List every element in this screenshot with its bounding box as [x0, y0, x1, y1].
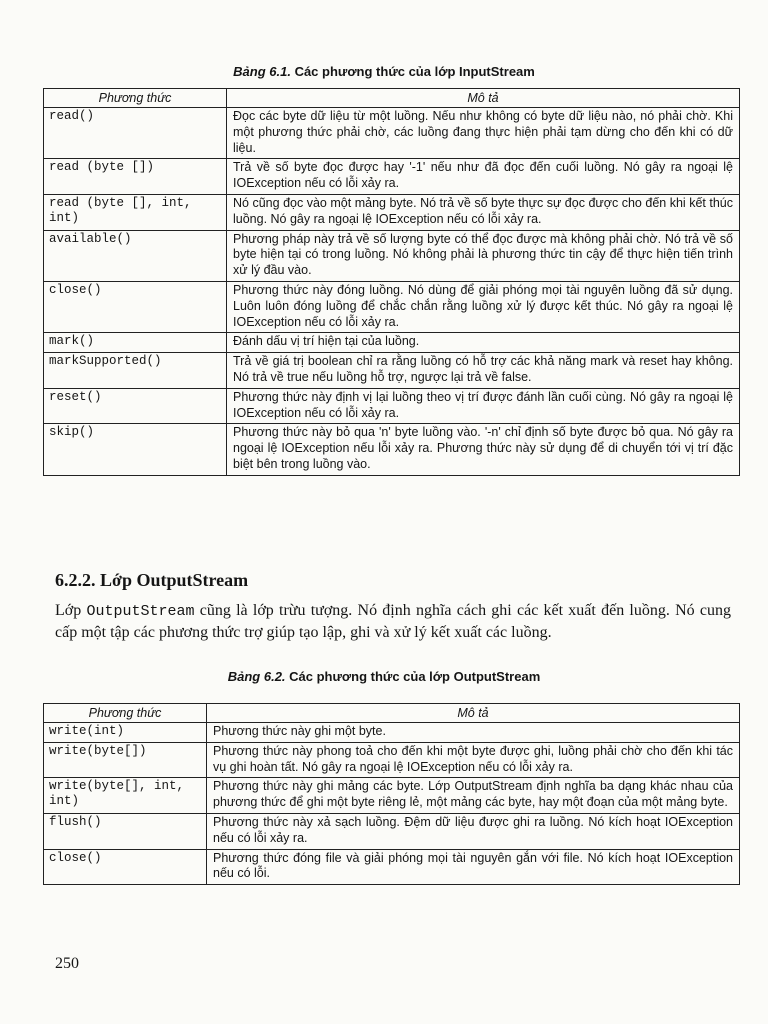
table-row — [44, 723, 740, 743]
table2-caption-lead: Bảng 6.2. — [227, 669, 286, 684]
table-row — [44, 333, 740, 353]
method-description: Trả về số byte đọc được hay '-1' nếu như đã đọc đến cuối luồng. Nó gây ra ngoại lệ IOException nếu có lỗi xảy ra. — [227, 159, 740, 195]
method-name: available() — [44, 230, 227, 281]
column-header-description: Mô tả — [207, 704, 740, 723]
paragraph-class-name: OutputStream — [86, 603, 195, 620]
column-header-description: Mô tả — [227, 89, 740, 108]
column-header-method: Phương thức — [44, 704, 207, 723]
table-row — [44, 108, 740, 159]
table1-caption — [0, 64, 768, 79]
method-description: Phương pháp này trả về số lượng byte có thể đọc được mà không phải chờ. Nó trả về số byte hiện tại có trong luồng. Nó không phải là phương thức tin cậy để thực hiện tiến trình xử lý đầu vào. — [227, 230, 740, 281]
method-name: mark() — [44, 333, 227, 353]
table1-caption-lead: Bảng 6.1. — [233, 64, 291, 79]
method-description: Phương thức đóng file và giải phóng mọi tài nguyên gắn với file. Nó kích hoạt IOException nếu có lỗi. — [207, 849, 740, 885]
table-row — [44, 388, 740, 424]
table-row — [44, 281, 740, 332]
table-row — [44, 778, 740, 814]
page-number: 250 — [55, 955, 79, 972]
method-name: write(byte[], int, int) — [44, 778, 207, 814]
section-paragraph — [55, 600, 731, 643]
method-description: Phương thức này phong toả cho đến khi một byte được ghi, luồng phải chờ cho đến khi tác vụ ghi hoàn tất. Nó gây ra ngoại lệ IOException nếu có lỗi xảy ra. — [207, 742, 740, 778]
method-name: read() — [44, 108, 227, 159]
paragraph-text-start: Lớp — [55, 602, 87, 619]
method-description: Phương thức này ghi một byte. — [207, 723, 740, 743]
section-heading: 6.2.2. Lớp OutputStream — [55, 570, 249, 590]
method-name: read (byte [], int, int) — [44, 194, 227, 230]
table-row — [44, 194, 740, 230]
table2-caption-text: Các phương thức của lớp OutputStream — [289, 669, 541, 684]
method-description: Phương thức này bỏ qua 'n' byte luồng vào. '-n' chỉ định số byte được bỏ qua. Nó gây ra ngoại lệ IOException nếu lỗi xảy ra. Phương thức này sử dụng để di chuyển tới vị trí đặc biệt bên trong luồng vào. — [227, 424, 740, 475]
table-row — [44, 353, 740, 389]
method-description: Phương thức này xả sạch luồng. Đệm dữ liệu được ghi ra luồng. Nó kích hoạt IOException nếu có lỗi xảy ra. — [207, 813, 740, 849]
method-name: close() — [44, 849, 207, 885]
table-row — [44, 742, 740, 778]
method-description: Đọc các byte dữ liệu từ một luồng. Nếu như không có byte dữ liệu nào, nó phải chờ. Khi một phương thức phải chờ, các luồng đang thực hiện phải tạm dừng cho đến khi có dữ liệu. — [227, 108, 740, 159]
method-description: Phương thức này định vị lại luồng theo vị trí được đánh lần cuối cùng. Nó gây ra ngoại lệ IOException nếu có lỗi xảy ra. — [227, 388, 740, 424]
method-description: Phương thức này đóng luồng. Nó dùng để giải phóng mọi tài nguyên luồng đã sử dụng. Luôn luôn đóng luồng để chắc chắn rằng luồng xử lý được kết thúc. Nó gây ra ngoại lệ IOException nếu có lỗi xảy ra. — [227, 281, 740, 332]
table1-caption-text: Các phương thức của lớp InputStream — [294, 64, 535, 79]
method-name: skip() — [44, 424, 227, 475]
method-name: flush() — [44, 813, 207, 849]
method-description: Trả về giá trị boolean chỉ ra rằng luồng có hỗ trợ các khả năng mark và reset hay không. Nó trả về true nếu luồng hỗ trợ, ngược lại trả về false. — [227, 353, 740, 389]
paragraph-text-rest: cũng là lớp trừu tượng. Nó định nghĩa cách ghi các kết xuất đến luồng. Nó cung cấp một tập các phương thức trợ giúp tạo lập, ghi và xử lý kết xuất các luồng. — [55, 602, 732, 641]
method-description: Đánh dấu vị trí hiện tại của luồng. — [227, 333, 740, 353]
inputstream-methods-table — [43, 88, 740, 476]
method-name: reset() — [44, 388, 227, 424]
table-row — [44, 159, 740, 195]
table-row — [44, 230, 740, 281]
column-header-method: Phương thức — [44, 89, 227, 108]
method-name: read (byte []) — [44, 159, 227, 195]
method-description: Nó cũng đọc vào một mảng byte. Nó trả về số byte thực sự đọc được cho đến khi kết thúc luồng. Nó gây ra ngoại lệ IOException nếu có lỗi xảy ra. — [227, 194, 740, 230]
method-description: Phương thức này ghi mảng các byte. Lớp OutputStream định nghĩa ba dạng khác nhau của phương thức để ghi một byte riêng lẻ, một mảng các byte, hay một đoạn của một mảng byte. — [207, 778, 740, 814]
table-row — [44, 849, 740, 885]
outputstream-methods-table — [43, 703, 740, 885]
table-row — [44, 813, 740, 849]
method-name: write(int) — [44, 723, 207, 743]
table-header-row — [44, 89, 740, 108]
method-name: write(byte[]) — [44, 742, 207, 778]
table-header-row — [44, 704, 740, 723]
method-name: close() — [44, 281, 227, 332]
table2-caption — [0, 669, 768, 684]
method-name: markSupported() — [44, 353, 227, 389]
table-row — [44, 424, 740, 475]
